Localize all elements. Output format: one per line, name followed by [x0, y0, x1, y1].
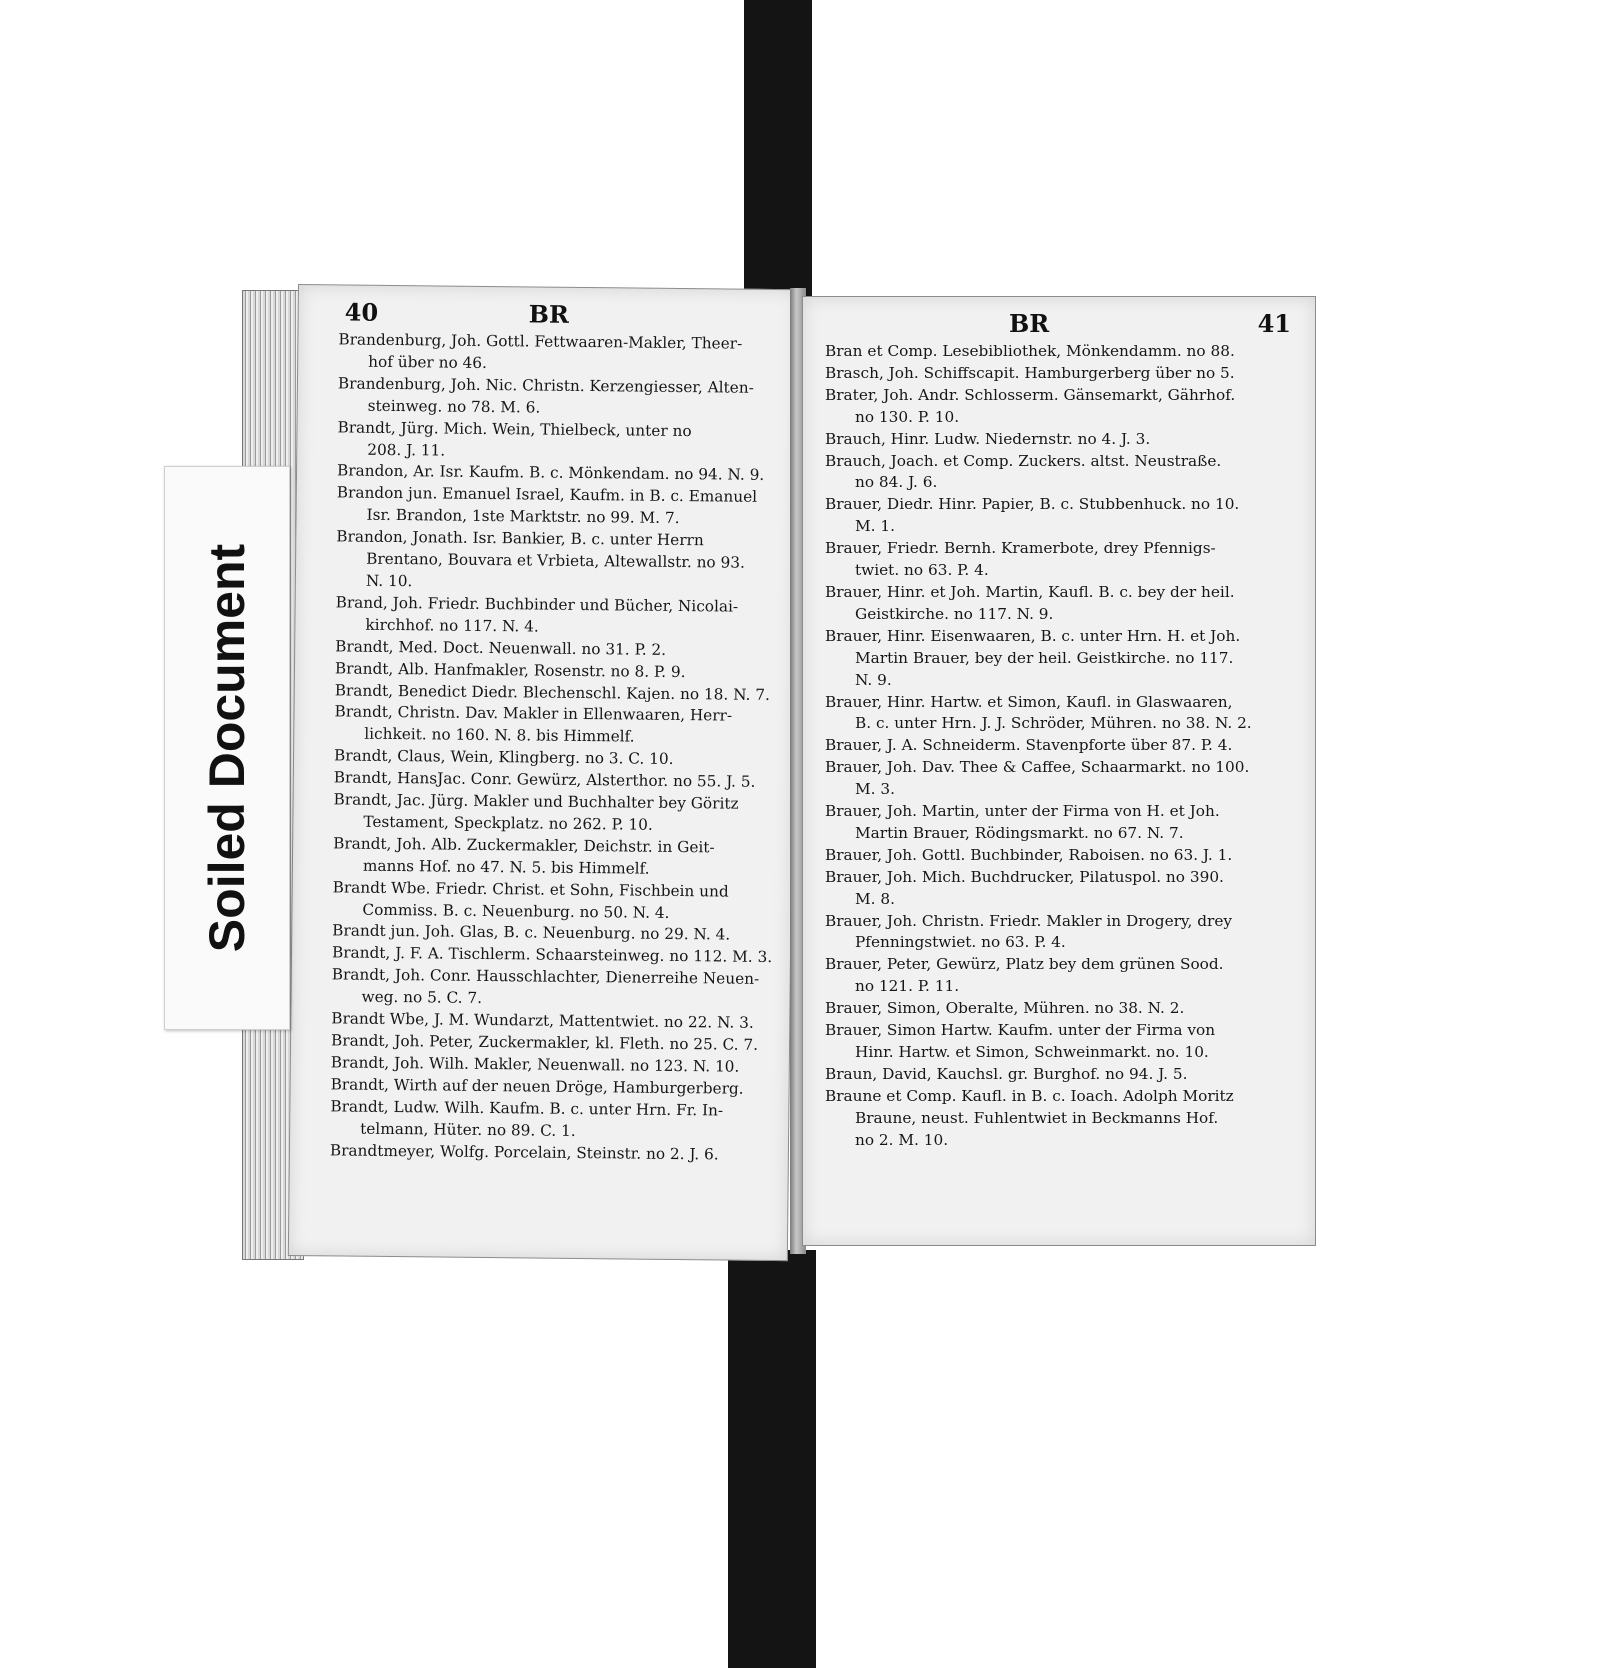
left-section-heading: BR [528, 299, 570, 329]
directory-entry [825, 1086, 1299, 1152]
directory-entry [338, 329, 788, 378]
entry-continuation-line: no 2. M. 10. [855, 1130, 949, 1149]
directory-entry [825, 1020, 1299, 1064]
entry-line: Brandon, Jonath. Isr. Bankier, B. c. unter Herrn [336, 527, 704, 550]
entry-line: Brauch, Joach. et Comp. Zuckers. altst. Neustraße. [825, 451, 1222, 470]
entry-line: Brandt, Joh. Wilh. Makler, Neuenwall. no 123. N. 10. [330, 1053, 740, 1076]
entry-line: Brandt, Joh. Alb. Zuckermakler, Deichstr. in Geit- [333, 834, 715, 857]
entry-line: Braun, David, Kauchsl. gr. Burghof. no 94. J. 5. [825, 1064, 1188, 1083]
directory-entry [825, 757, 1299, 801]
entry-line: Brauer, Hinr. Eisenwaaren, B. c. unter Hrn. H. et Joh. [825, 626, 1241, 645]
entry-line: Brandt, Jac. Jürg. Makler und Buchhalter bey Göritz [333, 790, 739, 813]
directory-entry [825, 954, 1299, 998]
entry-continuation-line: Commiss. B. c. Neuenburg. no 50. N. 4. [362, 900, 670, 922]
left-page-header [299, 285, 797, 334]
entry-line: Brandenburg, Joh. Nic. Christn. Kerzengiesser, Alten- [337, 374, 754, 397]
entry-continuation-line: M. 3. [855, 780, 895, 799]
directory-entry [333, 833, 783, 882]
entry-line: Brand, Joh. Friedr. Buchbinder und Bücher, Nicolai- [335, 593, 739, 616]
directory-entry [825, 494, 1299, 538]
entry-line: Brauer, Hinr. Hartw. et Simon, Kaufl. in Glaswaaren, [825, 692, 1233, 711]
entry-continuation-line: no 121. P. 11. [855, 977, 960, 996]
directory-entry [825, 538, 1299, 582]
directory-entry [825, 801, 1299, 845]
entry-line: Brandt, Med. Doct. Neuenwall. no 31. P. 2. [335, 637, 667, 659]
entry-continuation-line: lichkeit. no 160. N. 8. bis Himmelf. [364, 725, 635, 746]
entry-line: Brauer, Joh. Gottl. Buchbinder, Raboisen. no 63. J. 1. [825, 845, 1233, 864]
entry-line: Brandt, Alb. Hanfmakler, Rosenstr. no 8. P. 9. [334, 659, 686, 681]
entry-continuation-line: kirchhof. no 117. N. 4. [365, 615, 539, 636]
directory-entry [332, 877, 782, 926]
right-page-number: 41 [1257, 309, 1291, 338]
entry-line: Brandtmeyer, Wolfg. Porcelain, Steinstr. no 2. J. 6. [329, 1140, 719, 1163]
entry-line: Brandt, Ludw. Wilh. Kaufm. B. c. unter Hrn. Fr. In- [330, 1097, 724, 1120]
entry-continuation-line: weg. no 5. C. 7. [361, 987, 483, 1008]
directory-entry [825, 867, 1299, 911]
entry-line: Braune et Comp. Kaufl. in B. c. Ioach. Adolph Moritz [825, 1086, 1234, 1105]
label-text: Soiled Document [199, 543, 255, 953]
directory-entry [336, 527, 787, 597]
right-section-heading: BR [1009, 309, 1050, 338]
directory-entry [825, 735, 1299, 757]
directory-entry [333, 789, 783, 838]
directory-entry [825, 451, 1299, 495]
entry-continuation-line: M. 1. [855, 517, 895, 536]
directory-entry [825, 626, 1299, 692]
directory-entry [825, 363, 1299, 385]
entry-continuation-line: Brentano, Bouvara et Vrbieta, Altewallstr. no 93. [366, 549, 745, 572]
entry-line: Brauer, Joh. Mich. Buchdrucker, Pilatuspol. no 390. [825, 867, 1224, 886]
directory-entry [825, 692, 1299, 736]
entry-line: Brandt, Joh. Peter, Zuckermakler, kl. Fleth. no 25. C. 7. [330, 1031, 759, 1054]
right-entry-list [803, 341, 1315, 1152]
entry-continuation-line: Pfenningstwiet. no 63. P. 4. [855, 933, 1066, 952]
directory-entry [335, 592, 785, 641]
directory-entry [330, 1096, 780, 1145]
entry-continuation-line: B. c. unter Hrn. J. J. Schröder, Mühren. no 38. N. 2. [855, 714, 1252, 733]
entry-line: Brauer, Simon, Oberalte, Mühren. no 38. N. 2. [825, 999, 1185, 1018]
entry-line: Brandt, Christn. Dav. Makler in Ellenwaaren, Herr- [334, 702, 733, 725]
entry-line: Brandon, Ar. Isr. Kaufm. B. c. Mönkendam. no 94. N. 9. [336, 461, 765, 485]
right-page-header [803, 297, 1315, 341]
entry-line: Brauer, Hinr. et Joh. Martin, Kaufl. B. c. bey der heil. [825, 582, 1235, 601]
directory-entry [825, 429, 1299, 451]
entry-continuation-line: M. 8. [855, 889, 895, 908]
entry-line: Brandt, Joh. Conr. Hausschlachter, Dienerreihe Neuen- [331, 965, 760, 989]
entry-line: Brandenburg, Joh. Gottl. Fettwaaren-Makler, Theer- [338, 330, 743, 353]
directory-entry [338, 373, 788, 422]
directory-entry [825, 1064, 1299, 1086]
left-page-number: 40 [344, 297, 379, 327]
directory-entry [825, 911, 1299, 955]
entry-continuation-line: N. 10. [365, 571, 413, 591]
directory-entry [331, 965, 781, 1014]
entry-continuation-line: steinweg. no 78. M. 6. [367, 396, 541, 417]
entry-line: Brandt, Claus, Wein, Klingberg. no 3. C. 10. [333, 746, 674, 769]
entry-line: Brandon jun. Emanuel Israel, Kaufm. in B. c. Emanuel [336, 483, 758, 507]
entry-line: Brandt, Jürg. Mich. Wein, Thielbeck, unter no [337, 418, 692, 440]
entry-continuation-line: Geistkirche. no 117. N. 9. [855, 604, 1054, 623]
directory-entry [825, 998, 1299, 1020]
entry-line: Brauer, Friedr. Bernh. Kramerbote, drey Pfennigs- [825, 539, 1216, 558]
entry-line: Brauer, Peter, Gewürz, Platz bey dem grünen Sood. [825, 955, 1224, 974]
entry-continuation-line: manns Hof. no 47. N. 5. bis Himmelf. [362, 856, 650, 878]
entry-line: Brauer, Simon Hartw. Kaufm. unter der Firma von [825, 1021, 1216, 1040]
directory-entry [336, 483, 786, 532]
binding-strap-bottom [728, 1250, 816, 1668]
entry-line: Brater, Joh. Andr. Schlosserm. Gänsemarkt, Gährhof. [825, 385, 1236, 404]
left-page [288, 284, 798, 1261]
entry-continuation-line: Testament, Speckplatz. no 262. P. 10. [363, 812, 653, 834]
entry-line: Brauer, Diedr. Hinr. Papier, B. c. Stubbenhuck. no 10. [825, 495, 1240, 514]
entry-line: Brauer, J. A. Schneiderm. Stavenpforte über 87. P. 4. [825, 736, 1233, 755]
entry-continuation-line: twiet. no 63. P. 4. [855, 561, 989, 580]
directory-entry [330, 1140, 780, 1167]
directory-entry [337, 417, 787, 466]
entry-line: Brandt, HansJac. Conr. Gewürz, Alsterthor. no 55. J. 5. [333, 768, 756, 791]
entry-line: Brandt Wbe. Friedr. Christ. et Sohn, Fischbein und [332, 878, 729, 901]
entry-continuation-line: hof über no 46. [368, 352, 487, 372]
entry-line: Brandt jun. Joh. Glas, B. c. Neuenburg. no 29. N. 4. [332, 921, 731, 945]
entry-line: Brandt Wbe, J. M. Wundarzt, Mattentwiet. no 22. N. 3. [331, 1009, 754, 1032]
entry-line: Bran et Comp. Lesebibliothek, Mönkendamm. no 88. [825, 342, 1235, 360]
entry-continuation-line: no 130. P. 10. [855, 407, 960, 426]
right-page [802, 296, 1316, 1246]
entry-continuation-line: Martin Brauer, bey der heil. Geistkirche. no 117. [855, 648, 1234, 667]
directory-entry [825, 341, 1299, 363]
entry-line: Brauer, Joh. Christn. Friedr. Makler in Drogery, drey [825, 911, 1233, 930]
entry-line: Brasch, Joh. Schiffscapit. Hamburgerberg über no 5. [825, 363, 1235, 382]
entry-line: Brandt, J. F. A. Tischlerm. Schaarsteinweg. no 112. M. 3. [331, 943, 773, 967]
entry-continuation-line: 208. J. 11. [367, 440, 446, 460]
soiled-document-label [164, 466, 290, 1030]
directory-entry [825, 845, 1299, 867]
entry-line: Brauer, Joh. Dav. Thee & Caffee, Schaarmarkt. no 100. [825, 758, 1250, 777]
entry-continuation-line: Martin Brauer, Rödingsmarkt. no 67. N. 7. [855, 823, 1184, 842]
entry-continuation-line: no 84. J. 6. [855, 473, 938, 492]
entry-line: Brandt, Benedict Diedr. Blechenschl. Kajen. no 18. N. 7. [334, 680, 770, 704]
entry-line: Brauch, Hinr. Ludw. Niedernstr. no 4. J. 3. [825, 429, 1151, 448]
entry-continuation-line: Hinr. Hartw. et Simon, Schweinmarkt. no. 10. [855, 1043, 1209, 1061]
directory-entry [825, 582, 1299, 626]
entry-continuation-line: Isr. Brandon, 1ste Marktstr. no 99. M. 7. [366, 505, 680, 528]
directory-entry [334, 702, 784, 751]
entry-continuation-line: N. 9. [855, 670, 892, 689]
open-book [242, 282, 1322, 1260]
binding-strap-top [744, 0, 812, 310]
entry-line: Brandt, Wirth auf der neuen Dröge, Hamburgerberg. [330, 1075, 744, 1098]
entry-line: Brauer, Joh. Martin, unter der Firma von H. et Joh. [825, 802, 1220, 821]
directory-entry [825, 385, 1299, 429]
entry-continuation-line: Braune, neust. Fuhlentwiet in Beckmanns Hof. [855, 1108, 1219, 1127]
entry-continuation-line: telmann, Hüter. no 89. C. 1. [360, 1119, 576, 1140]
left-entry-list [290, 329, 797, 1167]
